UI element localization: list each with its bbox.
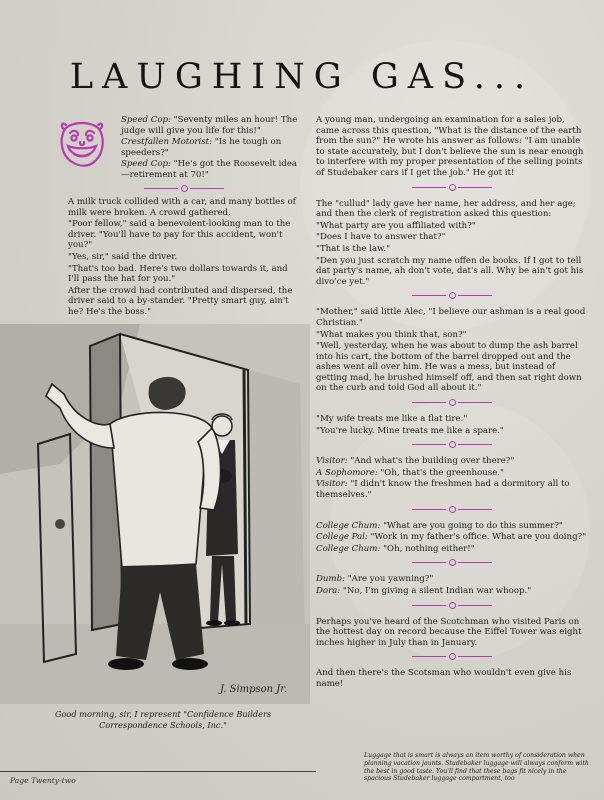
cartoon-drawing — [0, 324, 310, 704]
speaker: Dumb: — [316, 574, 345, 585]
line-text: "Oh, nothing either!" — [380, 543, 475, 554]
line-text: "And what's the building over there?" — [347, 456, 515, 467]
line-text: "Are you yawning?" — [344, 574, 434, 585]
line-text: "Seventy miles an hour! The judge will give you life for this!" — [121, 115, 298, 136]
ornament-separator — [68, 184, 300, 194]
ornament-separator — [316, 183, 588, 193]
cartoon-illustration — [0, 324, 310, 704]
joke-milk-truck — [68, 197, 300, 319]
paragraph: The "cullud" lady gave her name, her address, and her age; and then the clerk of registration asked this question: — [316, 198, 576, 220]
ornament-separator — [316, 601, 588, 611]
paragraph: A milk truck collided with a car, and many bottles of milk were broken. A crowd gathered. — [68, 197, 296, 218]
ornament-separator — [316, 505, 588, 515]
ornament-separator — [316, 291, 588, 301]
footer-rule — [0, 771, 316, 772]
line-text: "Oh, that's the greenhouse." — [377, 467, 504, 478]
paragraph: "That's too bad. Here's two dollars towards it, and I'll pass the hat for you." — [68, 263, 288, 285]
paragraph: After the crowd had contributed and dispersed, the driver said to a by-stander. "Pretty smart guy, ain't he? He's the boss." — [68, 285, 293, 317]
ornament-separator — [316, 652, 588, 662]
paragraph: "What party are you affiliated with?" — [316, 220, 476, 231]
speaker: College Chum: — [316, 520, 381, 531]
paragraph: "Well, yesterday, when he was about to dump the ash barrel into his cart, the bottom of the barrel dropped out and the ashes went all over him. He was a mess, but instead of getting mad, he brushed himself off, and then sat right down on the curb and told God all about it." — [316, 341, 582, 394]
line-text: "Is he tough on speeders?" — [121, 137, 282, 158]
laughing-face-icon — [56, 113, 108, 169]
paragraph: "Does I have to answer that?" — [316, 232, 446, 243]
speaker: Visitor: — [316, 479, 348, 490]
paragraph: "My wife treats me like a flat tire." — [316, 414, 468, 425]
speaker: Speed Cop: — [121, 115, 171, 125]
ornament-separator — [316, 440, 588, 450]
ornament-separator — [316, 398, 588, 408]
speaker: Visitor: — [316, 456, 348, 467]
line-text: "He's got the Roosevelt idea—retirement at 70!" — [121, 159, 298, 180]
ornament-separator — [316, 558, 588, 568]
speaker: Crestfallen Motorist: — [121, 137, 213, 148]
speaker: College Pal: — [316, 532, 368, 543]
paragraph: A young man, undergoing an examination for a sales job, came across this question, "What is the distance of the earth from the sun?" He wrote his answer as follows: "I am unable to state accurately, but I don't believe the sun is near enough to interfere with my proper presentation of the selling points of Studebaker cars if I get the job." He got it! — [316, 115, 584, 178]
paragraph: "Mother," said little Alec, "I believe our ashman is a real good Christian." — [316, 307, 586, 328]
paragraph: "You're lucky. Mine treats me like a spare." — [316, 425, 504, 436]
line-text: "Work in my father's office. What are you doing?" — [367, 532, 587, 543]
paragraph: Perhaps you've heard of the Scotchman who visited Paris on the hottest day on record because the Eiffel Tower was eight inches higher in July than in January. — [316, 616, 582, 648]
paragraph: "Den you just scratch my name offen de books. If I got to tell dat party's name, ah don't vote, dat's all. Why be ain't got his divo'ce yet." — [316, 255, 584, 287]
luggage-note: Luggage that is smart is always an item worthy of consideration when planning vacation jaunts. Studebaker luggage will always conform with the best in good taste. You'll find that these bags fit nicely in the spacious Studebaker luggage compartment, too — [364, 752, 589, 783]
speaker: College Chum: — [316, 543, 381, 554]
speaker: A Sophomore: — [316, 467, 378, 478]
line-text: "I didn't know the freshmen had a dormitory all to themselves." — [316, 479, 570, 501]
joke-cop — [121, 115, 299, 182]
signature: J. Simpson Jr. — [220, 684, 288, 695]
page-number: Page Twenty-two — [10, 776, 76, 785]
paragraph: And then there's the Scotsman who wouldn't even give his name! — [316, 668, 572, 689]
paragraph: "What makes you think that, son?" — [316, 329, 467, 340]
line-text: "No, I'm giving a silent Indian war whoop." — [340, 586, 532, 596]
paragraph: "Poor fellow," said a benevolent-looking man to the driver. "You'll have to pay for this accident, won't you?" — [68, 219, 291, 251]
right-column — [316, 115, 588, 691]
speaker: Dora: — [316, 586, 341, 596]
page-title: LAUGHING GAS... — [69, 57, 535, 97]
paragraph: "That is the law." — [316, 243, 391, 254]
line-text: "What are you going to do this summer?" — [380, 520, 563, 531]
speaker: Speed Cop: — [121, 159, 171, 170]
paragraph: "Yes, sir," said the driver. — [68, 251, 178, 262]
cartoon-caption: Good morning, sir, I represent "Confidence Builders Correspondence Schools, Inc." — [54, 709, 272, 730]
